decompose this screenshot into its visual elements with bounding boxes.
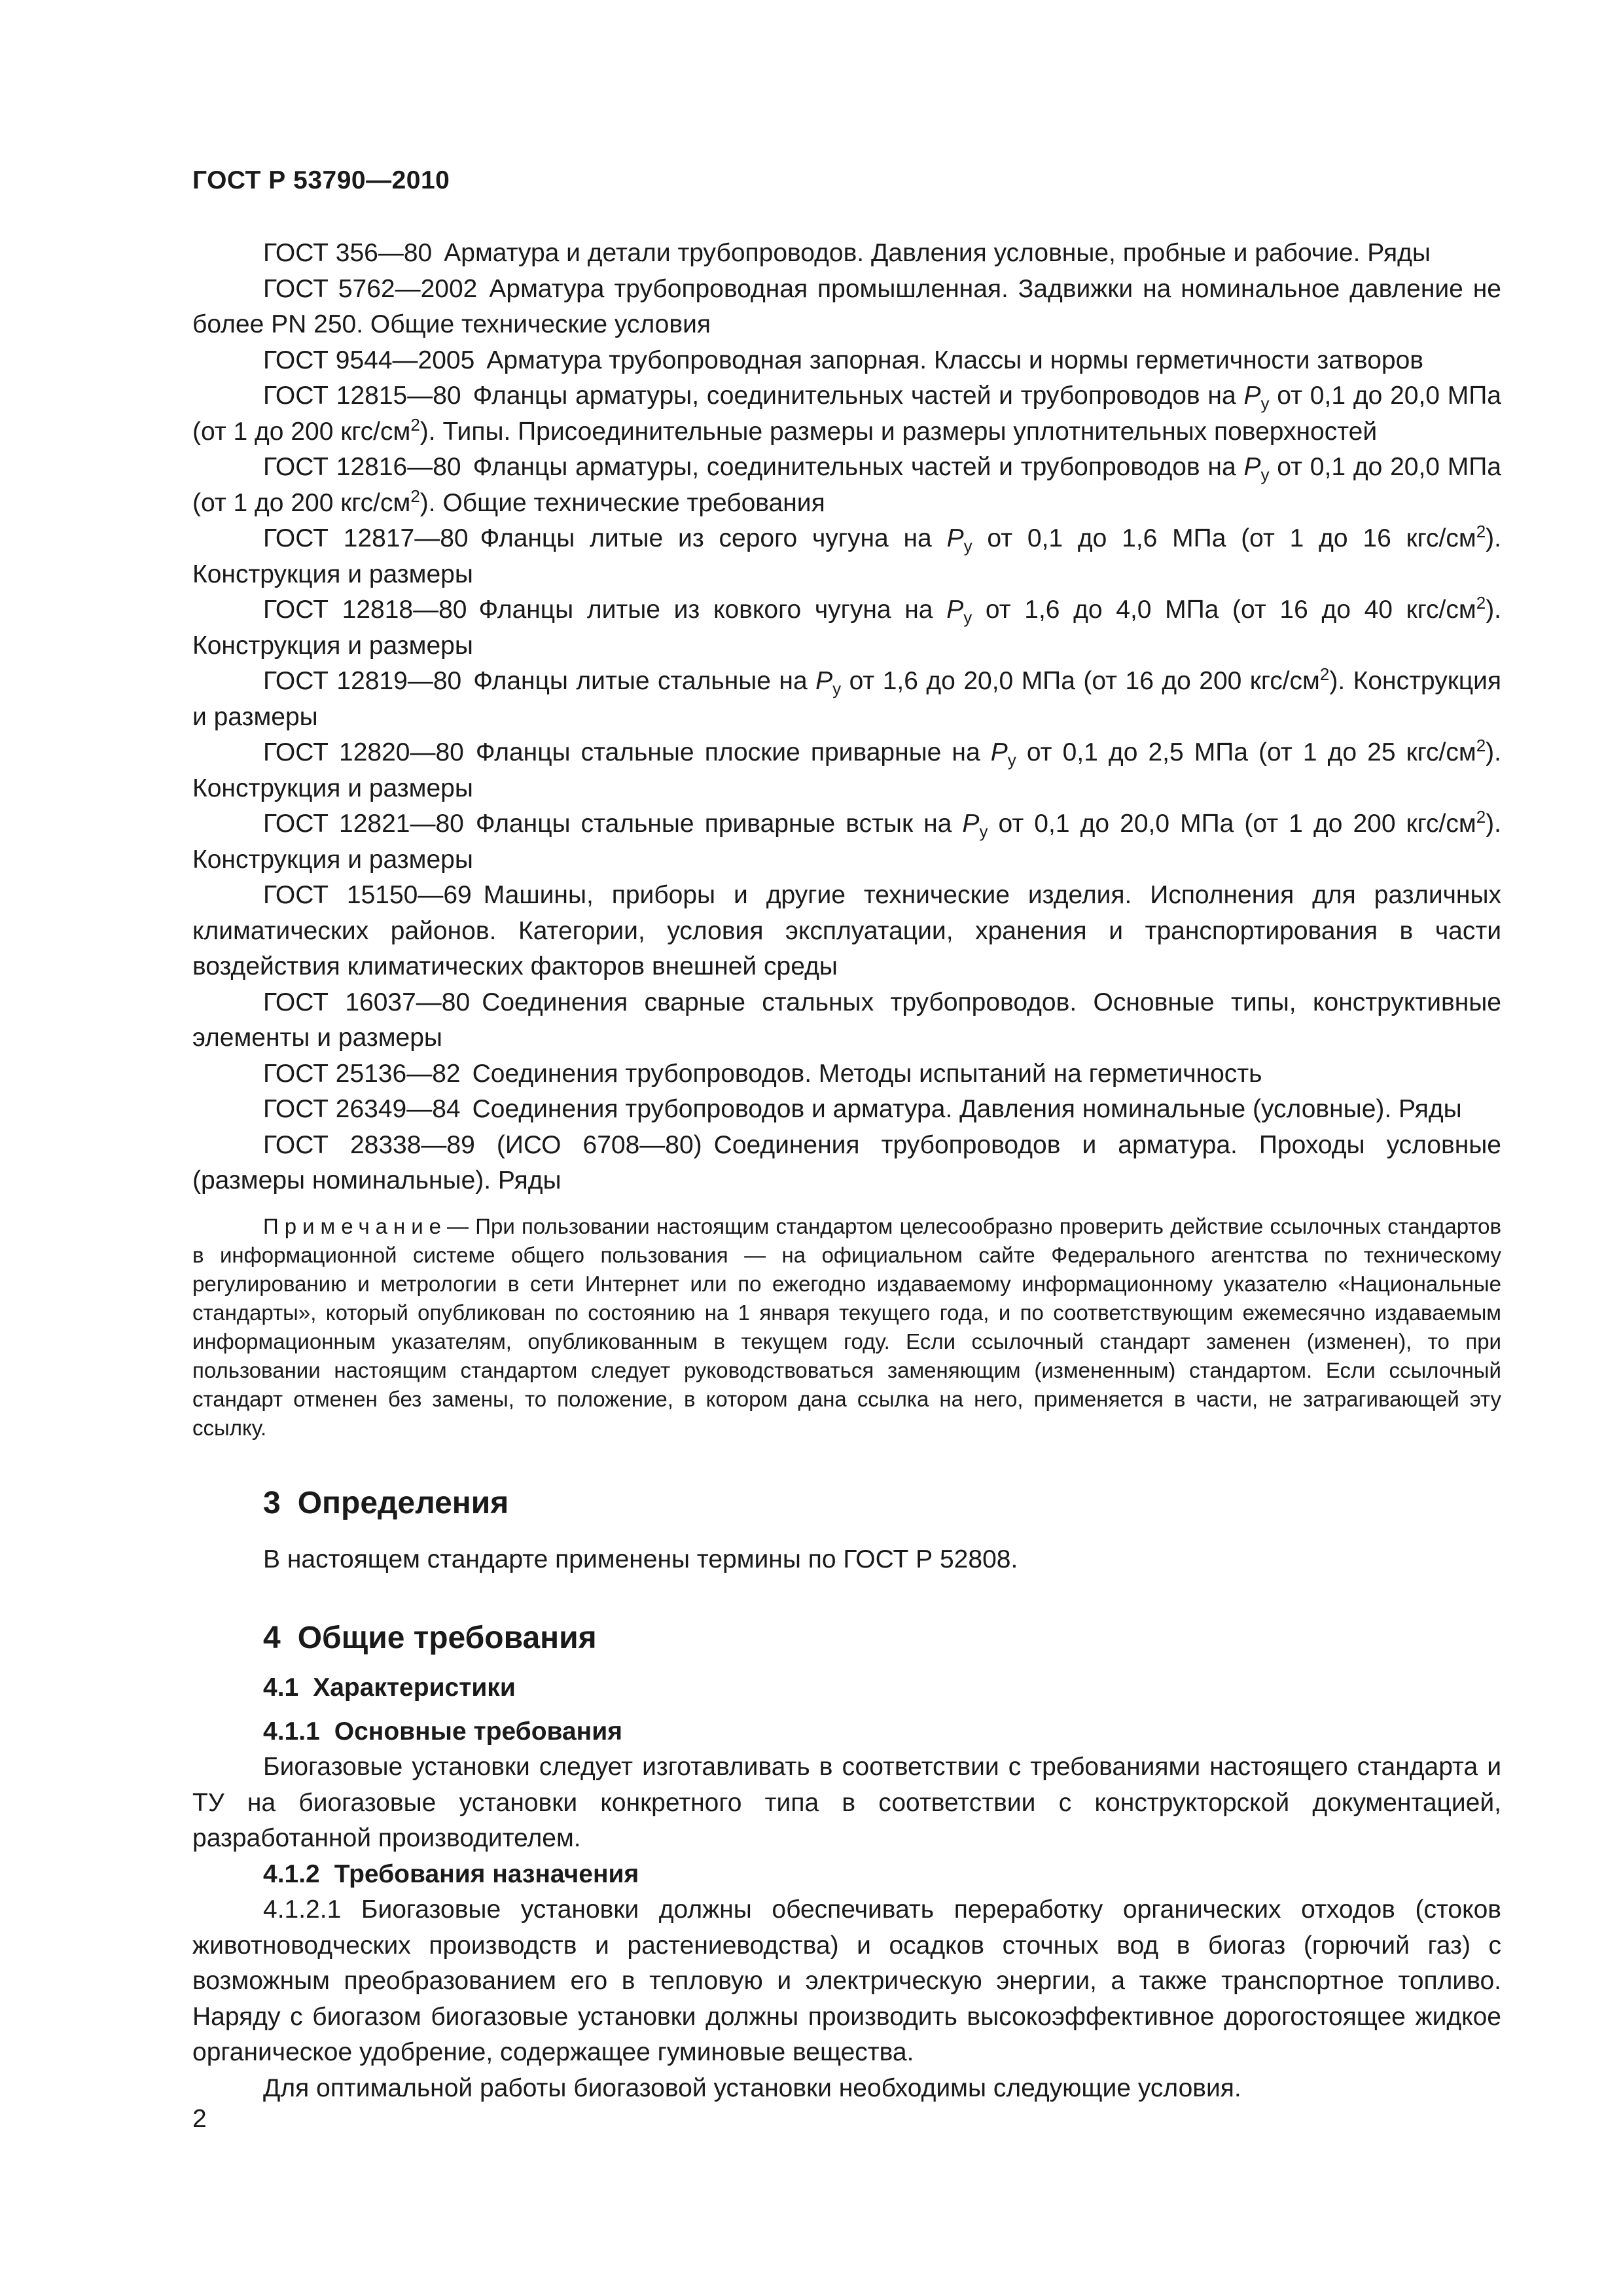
reference-title: Соединения трубопроводов и арматура. Проходы условные (размеры номинальные). Ряды [192, 1130, 1501, 1194]
reference-item [192, 343, 1501, 379]
subsection-4-1-title: Характеристики [313, 1674, 516, 1702]
reference-title: Арматура трубопроводная промышленная. Задвижки на номинальное давление не более PN 250. Общие технические условия [192, 274, 1501, 338]
subsection-4-1-2-number: 4.1.2 [263, 1859, 320, 1888]
reference-item [192, 985, 1501, 1056]
section-3-text: В настоящем стандарте применены термины по ГОСТ Р 52808. [263, 1545, 1018, 1573]
reference-item [192, 521, 1501, 592]
reference-title: Фланцы литые из ковкого чугуна на $P_у$ от 1,6 до 4,0 МПа (от 16 до 40 кгс/$см^2$). Конструкция и размеры [192, 593, 1502, 660]
reference-item [192, 1056, 1501, 1092]
reference-item [192, 735, 1501, 806]
reference-item [192, 592, 1501, 664]
reference-code: ГОСТ 356—80 [263, 239, 433, 267]
reference-code: ГОСТ 12820—80 [263, 738, 464, 766]
page-number: 2 [192, 2105, 207, 2133]
reference-code: ГОСТ 12815—80 [263, 382, 461, 410]
reference-title: Арматура трубопроводная запорная. Классы и нормы герметичности затворов [486, 346, 1423, 374]
reference-title: Фланцы стальные плоские приварные на $P_у$ от 0,1 до 2,5 МПа (от 1 до 25 кгс/$см^2$). Конструкция и размеры [192, 736, 1501, 802]
subsection-4-1-1-title: Основные требования [334, 1717, 622, 1746]
note-label: Примечание [263, 1213, 448, 1238]
reference-item [192, 450, 1501, 521]
reference-title: Фланцы литые из серого чугуна на $P_у$ от 0,1 до 1,6 МПа (от 1 до 16 кгс/$см^2$). Конструкция и размеры [192, 522, 1501, 588]
subsection-4-1-2-title: Требования назначения [334, 1859, 639, 1888]
section-3-heading [192, 1483, 1501, 1524]
subsection-4-1-1-text: Биогазовые установки следует изготавливать в соответствии с требованиями настоящего стандарта и ТУ на биогазовые установки конкретного типа в соответствии с конструкторской документацией, разработанной производителем. [192, 1753, 1501, 1852]
reference-code: ГОСТ 12819—80 [263, 667, 462, 695]
normative-references-list [192, 236, 1501, 1199]
subsection-4-1-number: 4.1 [263, 1674, 299, 1702]
reference-title: Арматура и детали трубопроводов. Давления условные, пробные и рабочие. Ряды [444, 239, 1431, 267]
reference-title: Соединения трубопроводов. Методы испытаний на герметичность [472, 1059, 1262, 1088]
reference-item [192, 878, 1501, 985]
section-3-number: 3 [263, 1485, 281, 1520]
reference-code: ГОСТ 26349—84 [263, 1095, 461, 1123]
reference-code: ГОСТ 12816—80 [263, 453, 461, 481]
reference-title: Фланцы арматуры, соединительных частей и трубопроводов на $P_у$ от 0,1 до 20,0 МПа (от 1 до 200 кгс/$см^2$). Общие технические требования [192, 453, 1501, 517]
note-paragraph [192, 1212, 1501, 1443]
reference-item [192, 1128, 1501, 1199]
reference-title: Соединения сварные стальных трубопроводов. Основные типы, конструктивные элементы и размеры [192, 988, 1501, 1052]
section-4-number: 4 [263, 1621, 281, 1655]
paragraph-4-1-2-1: 4.1.2.1 Биогазовые установки должны обеспечивать переработку органических отходов (стоков животноводческих производств и растениеводства) и осадков сточных вод в биогаз (горючий газ) с возможным преобразованием его в тепловую и электрическую энергии, а также транспортное топливо. Наряду с биогазом биогазовые установки должны производить высокоэффективное дорогостоящее жидкое органическое удобрение, содержащее гуминовые вещества. [192, 1895, 1501, 2066]
reference-title: Машины, приборы и другие технические изделия. Исполнения для различных климатических районов. Категории, условия эксплуатации, хранения и транспортирования в части воздействия климатических факторов внешней среды [192, 881, 1501, 980]
reference-code: ГОСТ 28338—89 (ИСО 6708—80) [263, 1130, 702, 1159]
reference-item [192, 378, 1501, 450]
subsection-4-1-heading [192, 1670, 1501, 1706]
reference-code: ГОСТ 16037—80 [263, 988, 471, 1016]
reference-code: ГОСТ 5762—2002 [263, 274, 478, 303]
reference-item [192, 272, 1501, 343]
reference-title: Фланцы литые стальные на $P_у$ от 1,6 до 20,0 МПа (от 16 до 200 кгс/$см^2$). Конструкция и размеры [192, 664, 1501, 731]
reference-code: ГОСТ 9544—2005 [263, 346, 475, 374]
reference-code: ГОСТ 15150—69 [263, 881, 472, 909]
subsection-4-1-2-heading [192, 1857, 1501, 1893]
reference-title: Соединения трубопроводов и арматура. Давления номинальные (условные). Ряды [472, 1095, 1462, 1123]
reference-code: ГОСТ 12818—80 [263, 596, 467, 624]
reference-title: Фланцы стальные приварные встык на $P_у$ от 0,1 до 20,0 МПа (от 1 до 200 кгс/$см^2$). Конструкция и размеры [192, 807, 1501, 874]
paragraph-4-1-2-conditions: Для оптимальной работы биогазовой установки необходимы следующие условия. [263, 2073, 1241, 2102]
subsection-4-1-1-heading [192, 1714, 1501, 1750]
reference-item [192, 664, 1501, 735]
reference-code: ГОСТ 12821—80 [263, 810, 464, 838]
page-content [192, 236, 1501, 2106]
reference-item [192, 236, 1501, 272]
document-header: ГОСТ Р 53790—2010 [192, 166, 450, 194]
subsection-4-1-1-number: 4.1.1 [263, 1717, 320, 1746]
reference-code: ГОСТ 12817—80 [263, 524, 469, 552]
reference-item [192, 806, 1501, 878]
section-4-heading [192, 1618, 1501, 1659]
reference-code: ГОСТ 25136—82 [263, 1059, 461, 1088]
reference-title: Фланцы арматуры, соединительных частей и трубопроводов на $P_у$ от 0,1 до 20,0 МПа (от 1 до 200 кгс/$см^2$). Типы. Присоединительные размеры и размеры уплотнительных поверхностей [192, 382, 1501, 446]
section-3-title: Определения [297, 1485, 509, 1520]
note-text: — При пользовании настоящим стандартом целесообразно проверить действие ссылочных стандартов в информационной системе общего пользования — на официальном сайте Федерального агентства по техническому регулированию и метрологии в сети Интернет или по ежегодно издаваемому информационному указателю «Национальные стандарты», который опубликован по состоянию на 1 января текущего года, и по соответствующим ежемесячно издаваемым информационным указателям, опубликованным в текущем году. Если ссылочный стандарт заменен (изменен), то при пользовании настоящим стандартом следует руководствоваться заменяющим (измененным) стандартом. Если ссылочный стандарт отменен без замены, то положение, в котором дана ссылка на него, применяется в части, не затрагивающей эту ссылку. [192, 1213, 1501, 1440]
reference-item [192, 1092, 1501, 1128]
section-4-title: Общие требования [297, 1621, 597, 1655]
